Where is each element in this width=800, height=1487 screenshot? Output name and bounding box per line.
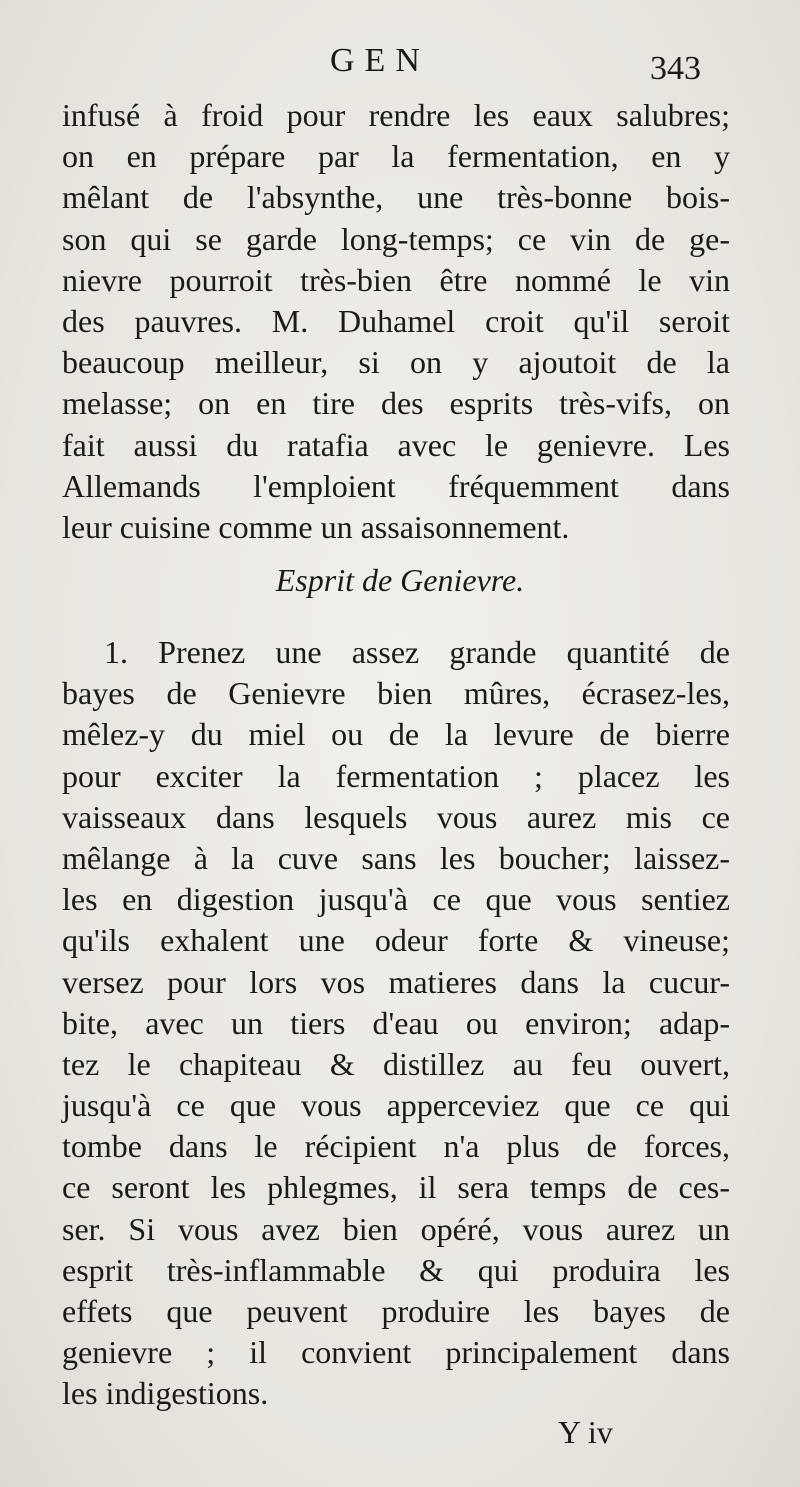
text-line: tombe dans le récipient n'a plus de forces, [62,1128,730,1165]
text-line: on en prépare par la fermentation, en y [62,138,730,175]
page-header [0,42,800,92]
text-line: ce seront les phlegmes, il sera temps de ces- [62,1169,730,1206]
text-line: vaisseaux dans lesquels vous aurez mis ce [62,798,730,835]
text-line: versez pour lors vos matieres dans la cucur- [62,963,730,1000]
text-line: 1. Prenez une assez grande quantité de [104,634,730,670]
running-head: GEN [330,42,430,79]
text-line: nievre pourroit très-bien être nommé le vin [62,261,730,298]
text-line: ser. Si vous avez bien opéré, vous aurez un [62,1210,730,1247]
section-title: Esprit de Genievre. [275,562,525,598]
text-line: infusé à froid pour rendre les eaux salubres; [62,97,730,133]
text-line: beaucoup meilleur, si on y ajoutoit de la [62,344,730,381]
text-line: fait aussi du ratafia avec le genievre. Les [62,426,730,463]
text-line: genievre ; il convient principalement dans [62,1334,730,1371]
text-line: esprit très-inflammable & qui produira les [62,1251,730,1288]
page-number: 343 [650,50,701,87]
text-line: des pauvres. M. Duhamel croit qu'il seroit [62,302,730,339]
signature-mark: Y iv [558,1414,613,1450]
text-line: Allemands l'emploient fréquemment dans [62,467,730,504]
text-line: les en digestion jusqu'à ce que vous sentiez [62,881,730,918]
text-line: mêlez-y du miel ou de la levure de bierre [62,716,730,753]
text-line: bayes de Genievre bien mûres, écrasez-les, [62,675,730,712]
text-line: jusqu'à ce que vous apperceviez que ce qui [62,1087,730,1124]
text-line: bite, avec un tiers d'eau ou environ; adap- [62,1004,730,1041]
paragraph-1 [62,95,730,548]
text-line: son qui se garde long-temps; ce vin de ge- [62,220,730,257]
text-line: qu'ils exhalent une odeur forte & vineuse; [62,922,730,959]
text-line: mêlant de l'absynthe, une très-bonne bois- [62,179,730,216]
text-line: melasse; on en tire des esprits très-vifs, on [62,385,730,422]
text-line: pour exciter la fermentation ; placez les [62,757,730,794]
text-line: mêlange à la cuve sans les boucher; laissez- [62,839,730,876]
text-line: effets que peuvent produire les bayes de [62,1293,730,1329]
paragraph-2 [62,632,730,1415]
text-line: tez le chapiteau & distillez au feu ouvert, [62,1045,730,1082]
text-line: les indigestions. [62,1375,269,1412]
text-line: leur cuisine comme un assaisonnement. [62,508,570,545]
